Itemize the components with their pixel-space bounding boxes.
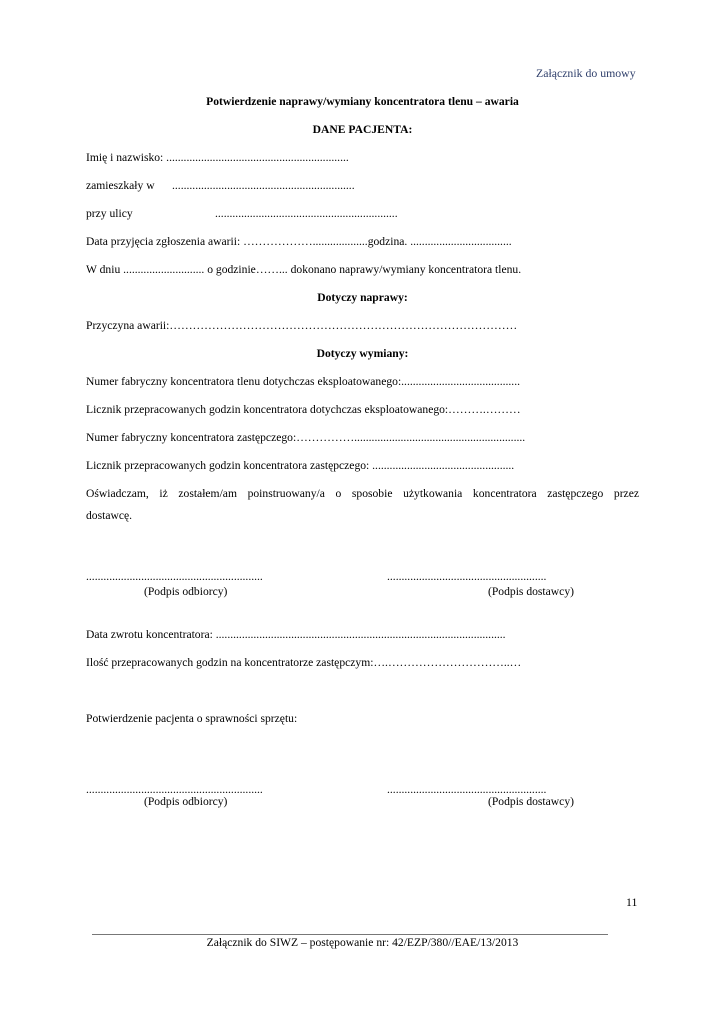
footer-text: Załącznik do SIWZ – postępowanie nr: 42/EZP/380//EAE/13/2013 [206,936,519,949]
receiver-signature-line: ............................................................. [86,570,263,583]
replacement-hours-field: Ilość przepracowanych godzin na koncentratorze zastępczym:….…………………………..… [86,656,522,669]
replacement-heading: Dotyczy wymiany: [316,347,409,360]
equipment-confirmation-label: Potwierdzenie pacjenta o sprawności sprzętu: [86,712,298,725]
new-serial-field: Numer fabryczny koncentratora zastępczego:……………........................................................... [86,431,526,444]
failure-cause-field: Przyczyna awarii:……………………………………………………………………………… [86,319,518,332]
return-date-field: Data zwrotu koncentratora: .................................................................................................... [86,628,506,641]
document-title: Potwierdzenie naprawy/wymiany koncentratora tlenu – awaria [206,95,519,108]
receiver-signature-label-2: (Podpis odbiorcy) [144,795,228,808]
repair-day-field: W dniu ............................ o godzinie……... dokonano naprawy/wymiany koncentratora tlenu. [86,263,522,276]
supplier-signature-line: ....................................................... [387,570,547,583]
new-hours-field: Licznik przepracowanych godzin koncentratora zastępczego: ................................................. [86,459,515,472]
patient-name-field: Imię i nazwisko: ............................................................... [86,151,349,164]
supplier-signature-line-2: ....................................................... [387,783,547,796]
receiver-signature-line-2: ............................................................. [86,783,263,796]
annex-header: Załącznik do umowy [536,66,636,80]
street-dots: ............................................................... [215,207,398,220]
report-date-field: Data przyjęcia zgłoszenia awarii: ………………...................godzina. ................................... [86,235,512,248]
street-label: przy ulicy [86,207,133,220]
old-serial-field: Numer fabryczny koncentratora tlenu dotychczas eksploatowanego:......................................... [86,375,520,388]
supplier-signature-label: (Podpis dostawcy) [488,585,574,598]
declaration-line-1: Oświadczam, iż zostałem/am poinstruowany/a o sposobie użytkowania koncentratora zastępczego przez [86,487,639,500]
residence-label: zamieszkały w [86,179,155,192]
repair-heading: Dotyczy naprawy: [317,291,408,304]
supplier-signature-label-2: (Podpis dostawcy) [488,795,574,808]
declaration-line-2: dostawcę. [86,509,133,522]
patient-data-heading: DANE PACJENTA: [312,123,413,136]
page-number: 11 [626,895,638,909]
footer-rule [92,934,608,935]
residence-dots: ............................................................... [172,179,355,192]
receiver-signature-label: (Podpis odbiorcy) [144,585,228,598]
old-hours-field: Licznik przepracowanych godzin koncentratora dotychczas eksploatowanego:……….……… [86,403,521,416]
